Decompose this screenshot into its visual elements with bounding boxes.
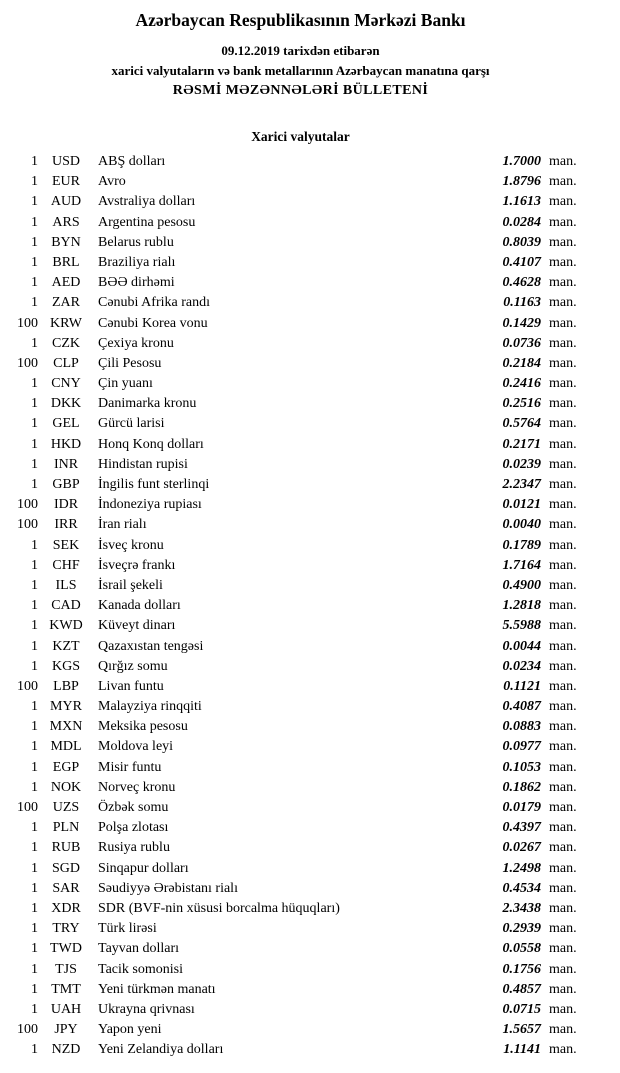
currency-quantity: 1 — [31, 214, 38, 230]
currency-rate: 2.2347 — [502, 477, 541, 492]
currency-name: Cənubi Korea vonu — [98, 315, 208, 331]
currency-row — [14, 394, 587, 414]
currency-unit: man. — [549, 961, 577, 977]
currency-name: Yeni Zelandiya dolları — [98, 1042, 224, 1058]
currency-name: Avro — [98, 174, 126, 190]
effective-date: 09.12.2019 tarixdən etibarən — [221, 43, 380, 58]
currency-rate: 0.4900 — [502, 577, 541, 593]
currency-quantity: 1 — [31, 719, 38, 735]
currency-unit: man. — [549, 557, 577, 573]
currency-name: Honq Konq dolları — [98, 436, 204, 452]
currency-unit: man. — [549, 335, 577, 351]
currency-code: INR — [53, 456, 79, 472]
currency-unit: man. — [549, 537, 577, 553]
currency-code: AED — [51, 275, 81, 291]
currency-unit: man. — [549, 154, 577, 169]
currency-code: GBP — [52, 477, 80, 492]
currency-row — [14, 960, 587, 980]
currency-code: CHF — [52, 557, 80, 573]
currency-quantity: 1 — [31, 699, 38, 715]
currency-row — [14, 919, 587, 939]
currency-unit: man. — [549, 416, 577, 432]
currency-rate: 1.2498 — [502, 860, 541, 876]
currency-rate: 0.0715 — [502, 1001, 541, 1017]
currency-quantity: 1 — [31, 174, 38, 190]
currency-rate: 5.5988 — [502, 618, 541, 634]
currency-unit: man. — [549, 1022, 577, 1038]
bulletin-title: RƏSMİ MƏZƏNNƏLƏRİ BÜLLETENİ — [172, 83, 429, 98]
currency-code: EGP — [52, 759, 80, 775]
currency-row — [14, 536, 587, 556]
currency-name: Qırğız somu — [98, 658, 168, 674]
currency-name: İsrail şekeli — [98, 577, 163, 593]
currency-rate: 0.5764 — [502, 416, 541, 432]
currency-row — [14, 737, 587, 757]
currency-unit: man. — [549, 880, 577, 896]
currency-row — [14, 293, 587, 313]
currency-code: IRR — [54, 517, 78, 533]
currency-name: Kanada dolları — [98, 598, 181, 614]
currency-unit: man. — [549, 638, 577, 654]
currency-name: Danimarka kronu — [98, 396, 197, 412]
currency-name: SDR (BVF-nin xüsusi borcalma hüquqları) — [98, 900, 340, 916]
currency-name: Moldova leyi — [98, 739, 174, 755]
currency-unit: man. — [549, 658, 577, 674]
currency-code: BYN — [51, 234, 81, 250]
currency-row — [14, 879, 587, 899]
currency-rate: 0.1121 — [503, 678, 541, 694]
currency-rate: 1.1141 — [503, 1042, 541, 1058]
currency-row — [14, 374, 587, 394]
section-title: Xarici valyutalar — [251, 129, 350, 144]
currency-rate: 0.0121 — [502, 497, 541, 513]
currency-name: İsveç kronu — [98, 537, 164, 553]
currency-quantity: 1 — [31, 638, 38, 654]
currency-name: Tayvan dolları — [98, 941, 180, 957]
currency-unit: man. — [549, 921, 577, 937]
currency-rate: 0.1789 — [502, 537, 541, 553]
currency-row — [14, 939, 587, 959]
currency-unit: man. — [549, 275, 577, 291]
currency-rate: 0.0044 — [502, 638, 541, 654]
currency-unit: man. — [549, 618, 577, 634]
currency-code: SGD — [51, 860, 80, 876]
currency-code: LBP — [53, 678, 79, 694]
currency-code: TWD — [50, 941, 82, 957]
currency-quantity: 1 — [31, 961, 38, 977]
currency-code: MXN — [49, 719, 83, 735]
currency-row — [14, 515, 587, 535]
currency-row — [14, 495, 587, 515]
currency-code: MDL — [50, 739, 82, 755]
currency-row — [14, 576, 587, 596]
currency-row — [14, 213, 587, 233]
currency-row — [14, 798, 587, 818]
currency-rate: 0.4087 — [502, 699, 541, 715]
currency-table — [14, 152, 587, 1060]
currency-row — [14, 455, 587, 475]
currency-quantity: 1 — [31, 779, 38, 795]
currency-rate: 0.4628 — [502, 275, 541, 291]
currency-row — [14, 334, 587, 354]
currency-rate: 0.4397 — [502, 820, 541, 836]
currency-unit: man. — [549, 174, 577, 190]
currency-quantity: 1 — [31, 577, 38, 593]
currency-row — [14, 758, 587, 778]
currency-name: Özbək somu — [98, 800, 169, 815]
currency-quantity: 1 — [31, 860, 38, 876]
currency-code: USD — [51, 154, 80, 169]
currency-name: Tacik somonisi — [98, 961, 183, 977]
currency-quantity: 100 — [17, 800, 38, 815]
bulletin-subtitle: xarici valyutaların və bank metallarının Azərbaycan manatına qarşı — [111, 63, 490, 78]
currency-quantity: 1 — [31, 234, 38, 250]
currency-rate: 2.3438 — [502, 900, 541, 916]
currency-code: BRL — [52, 254, 80, 270]
currency-quantity: 1 — [31, 1001, 38, 1017]
currency-row — [14, 253, 587, 273]
currency-quantity: 100 — [17, 497, 38, 513]
currency-unit: man. — [549, 577, 577, 593]
currency-quantity: 1 — [31, 759, 38, 775]
currency-rate: 0.0736 — [502, 335, 541, 351]
currency-quantity: 1 — [31, 941, 38, 957]
currency-row — [14, 1020, 587, 1040]
currency-rate: 1.5657 — [502, 1022, 541, 1038]
bulletin-header — [14, 10, 587, 99]
currency-name: Argentina pesosu — [98, 214, 196, 230]
currency-rate: 0.2516 — [502, 396, 541, 412]
currency-rate: 0.0234 — [502, 658, 541, 674]
currency-name: İndoneziya rupiası — [98, 497, 202, 513]
currency-rate: 0.4534 — [502, 880, 541, 896]
currency-rate: 1.1613 — [502, 194, 541, 210]
currency-row — [14, 697, 587, 717]
currency-unit: man. — [549, 436, 577, 452]
currency-rate: 0.1756 — [502, 961, 541, 977]
currency-code: TMT — [51, 981, 81, 997]
currency-unit: man. — [549, 234, 577, 250]
currency-quantity: 1 — [31, 376, 38, 392]
currency-quantity: 1 — [31, 1042, 38, 1058]
currency-row — [14, 980, 587, 1000]
currency-quantity: 100 — [17, 1022, 38, 1038]
currency-name: Sinqapur dolları — [98, 860, 189, 876]
currency-quantity: 100 — [17, 678, 38, 694]
currency-name: Səudiyyə Ərəbistanı rialı — [98, 880, 238, 896]
currency-rate: 0.1862 — [502, 779, 541, 795]
currency-row — [14, 1000, 587, 1020]
currency-unit: man. — [549, 699, 577, 715]
currency-quantity: 1 — [31, 658, 38, 674]
currency-code: TRY — [52, 921, 80, 937]
currency-rate: 0.2416 — [502, 376, 541, 392]
currency-quantity: 100 — [17, 355, 38, 371]
currency-name: Meksika pesosu — [98, 719, 188, 735]
currency-code: CNY — [51, 376, 81, 392]
currency-quantity: 1 — [31, 739, 38, 755]
currency-code: IDR — [53, 497, 79, 513]
currency-unit: man. — [549, 800, 577, 815]
currency-row — [14, 435, 587, 455]
currency-name: Rusiya rublu — [98, 840, 170, 856]
currency-code: NZD — [51, 1042, 81, 1058]
currency-unit: man. — [549, 497, 577, 513]
currency-quantity: 1 — [31, 295, 38, 311]
currency-unit: man. — [549, 214, 577, 230]
currency-rate: 0.1163 — [503, 295, 541, 311]
currency-unit: man. — [549, 779, 577, 795]
currency-rate: 0.0040 — [502, 517, 541, 533]
currency-name: Çili Pesosu — [98, 355, 162, 371]
currency-rate: 0.2184 — [502, 355, 541, 371]
currency-row — [14, 637, 587, 657]
currency-rate: 1.7000 — [502, 154, 541, 169]
currency-quantity: 1 — [31, 436, 38, 452]
currency-row — [14, 414, 587, 434]
currency-quantity: 1 — [31, 254, 38, 270]
currency-quantity: 1 — [31, 840, 38, 856]
currency-unit: man. — [549, 820, 577, 836]
currency-code: KZT — [52, 638, 80, 654]
currency-quantity: 1 — [31, 275, 38, 291]
currency-name: Hindistan rupisi — [98, 456, 188, 472]
currency-name: Cənubi Afrika randı — [98, 295, 210, 311]
currency-row — [14, 192, 587, 212]
currency-rate: 0.4857 — [502, 981, 541, 997]
currency-unit: man. — [549, 295, 577, 311]
currency-name: Ukrayna qrivnası — [98, 1001, 195, 1017]
currency-unit: man. — [549, 355, 577, 371]
currency-rate: 1.2818 — [502, 598, 541, 614]
currency-row — [14, 818, 587, 838]
currency-row — [14, 354, 587, 374]
currency-row — [14, 616, 587, 636]
currency-code: GEL — [52, 416, 80, 432]
currency-name: Yeni türkmən manatı — [98, 981, 216, 997]
currency-row — [14, 899, 587, 919]
currency-code: CAD — [51, 598, 81, 614]
currency-row — [14, 838, 587, 858]
currency-unit: man. — [549, 254, 577, 270]
currency-name: BƏƏ dirhəmi — [98, 275, 175, 291]
currency-name: İran rialı — [98, 517, 147, 533]
currency-code: XDR — [51, 900, 81, 916]
currency-row — [14, 778, 587, 798]
currency-unit: man. — [549, 860, 577, 876]
currency-rate: 1.8796 — [502, 174, 541, 190]
currency-row — [14, 596, 587, 616]
currency-code: RUB — [51, 840, 81, 856]
currency-name: Yapon yeni — [98, 1022, 162, 1038]
currency-quantity: 1 — [31, 416, 38, 432]
currency-code: KGS — [51, 658, 80, 674]
currency-rate: 0.0267 — [502, 840, 541, 856]
currency-quantity: 1 — [31, 477, 38, 492]
currency-code: KRW — [50, 315, 82, 331]
currency-unit: man. — [549, 1042, 577, 1058]
currency-quantity: 1 — [31, 618, 38, 634]
currency-row — [14, 1040, 587, 1060]
currency-unit: man. — [549, 315, 577, 331]
currency-code: CZK — [52, 335, 80, 351]
currency-name: Küveyt dinarı — [98, 618, 176, 634]
currency-rate: 0.2939 — [502, 921, 541, 937]
currency-name: Çexiya kronu — [98, 335, 174, 351]
currency-name: Qazaxıstan tengəsi — [98, 638, 204, 654]
currency-unit: man. — [549, 678, 577, 694]
currency-unit: man. — [549, 941, 577, 957]
currency-name: Misir funtu — [98, 759, 162, 775]
currency-unit: man. — [549, 396, 577, 412]
currency-code: AUD — [50, 194, 82, 210]
currency-rate: 0.0977 — [502, 739, 541, 755]
currency-row — [14, 314, 587, 334]
currency-rate: 0.0558 — [502, 941, 541, 957]
currency-name: Çin yuanı — [98, 376, 153, 392]
currency-quantity: 1 — [31, 335, 38, 351]
currency-rate: 0.1053 — [502, 759, 541, 775]
currency-quantity: 1 — [31, 194, 38, 210]
currency-code: ZAR — [52, 295, 80, 311]
currency-quantity: 1 — [31, 900, 38, 916]
currency-rate: 0.2171 — [502, 436, 541, 452]
currency-code: UAH — [50, 1001, 82, 1017]
currency-code: JPY — [54, 1022, 78, 1038]
currency-quantity: 1 — [31, 537, 38, 553]
currency-rate: 0.0284 — [502, 214, 541, 230]
currency-unit: man. — [549, 1001, 577, 1017]
currency-quantity: 1 — [31, 921, 38, 937]
currency-name: Avstraliya dolları — [98, 194, 196, 210]
currency-row — [14, 172, 587, 192]
currency-rate: 0.0883 — [502, 719, 541, 735]
currency-quantity: 100 — [17, 315, 38, 331]
currency-code: UZS — [52, 800, 80, 815]
currency-rate: 0.0179 — [502, 800, 541, 815]
currency-unit: man. — [549, 194, 577, 210]
currency-row — [14, 556, 587, 576]
currency-code: KWD — [49, 618, 83, 634]
currency-unit: man. — [549, 739, 577, 755]
currency-unit: man. — [549, 477, 577, 492]
currency-row — [14, 717, 587, 737]
currency-rate: 0.4107 — [502, 254, 541, 270]
currency-code: DKK — [50, 396, 82, 412]
currency-name: Türk lirəsi — [98, 921, 157, 937]
currency-unit: man. — [549, 517, 577, 533]
currency-rate: 1.7164 — [502, 557, 541, 573]
currency-name: Norveç kronu — [98, 779, 176, 795]
currency-code: PLN — [52, 820, 80, 836]
currency-unit: man. — [549, 719, 577, 735]
currency-row — [14, 233, 587, 253]
currency-name: İsveçrə frankı — [98, 557, 176, 573]
currency-quantity: 1 — [31, 820, 38, 836]
currency-name: Gürcü larisi — [98, 416, 165, 432]
currency-code: ARS — [52, 214, 80, 230]
currency-unit: man. — [549, 900, 577, 916]
currency-name: Livan funtu — [98, 678, 164, 694]
currency-row — [14, 152, 587, 172]
currency-name: İngilis funt sterlinqi — [98, 477, 210, 492]
currency-quantity: 1 — [31, 598, 38, 614]
currency-row — [14, 475, 587, 495]
currency-code: SEK — [52, 537, 80, 553]
currency-rate: 0.0239 — [502, 456, 541, 472]
currency-code: HKD — [50, 436, 82, 452]
currency-unit: man. — [549, 456, 577, 472]
currency-code: CLP — [53, 355, 79, 371]
currency-unit: man. — [549, 840, 577, 856]
currency-name: Malayziya rinqqiti — [98, 699, 202, 715]
currency-name: Braziliya rialı — [98, 254, 176, 270]
currency-quantity: 100 — [17, 517, 38, 533]
currency-row — [14, 859, 587, 879]
currency-row — [14, 677, 587, 697]
currency-unit: man. — [549, 376, 577, 392]
currency-row — [14, 273, 587, 293]
bank-title: Azərbaycan Respublikasının Mərkəzi Bankı — [135, 10, 466, 30]
currency-unit: man. — [549, 981, 577, 997]
currency-row — [14, 657, 587, 677]
currency-code: MYR — [50, 699, 82, 715]
currency-rate: 0.1429 — [502, 315, 541, 331]
currency-quantity: 1 — [31, 880, 38, 896]
currency-quantity: 1 — [31, 396, 38, 412]
currency-code: NOK — [50, 779, 82, 795]
currency-quantity: 1 — [31, 456, 38, 472]
currency-code: ILS — [55, 577, 77, 593]
currency-unit: man. — [549, 759, 577, 775]
currency-code: SAR — [52, 880, 80, 896]
currency-name: Polşa zlotası — [98, 820, 169, 836]
currency-code: TJS — [55, 961, 77, 977]
currency-unit: man. — [549, 598, 577, 614]
currency-name: ABŞ dolları — [98, 154, 166, 169]
currency-quantity: 1 — [31, 981, 38, 997]
currency-quantity: 1 — [31, 154, 38, 169]
currency-rate: 0.8039 — [502, 234, 541, 250]
currency-name: Belarus rublu — [98, 234, 174, 250]
currency-code: EUR — [52, 174, 80, 190]
currency-quantity: 1 — [31, 557, 38, 573]
